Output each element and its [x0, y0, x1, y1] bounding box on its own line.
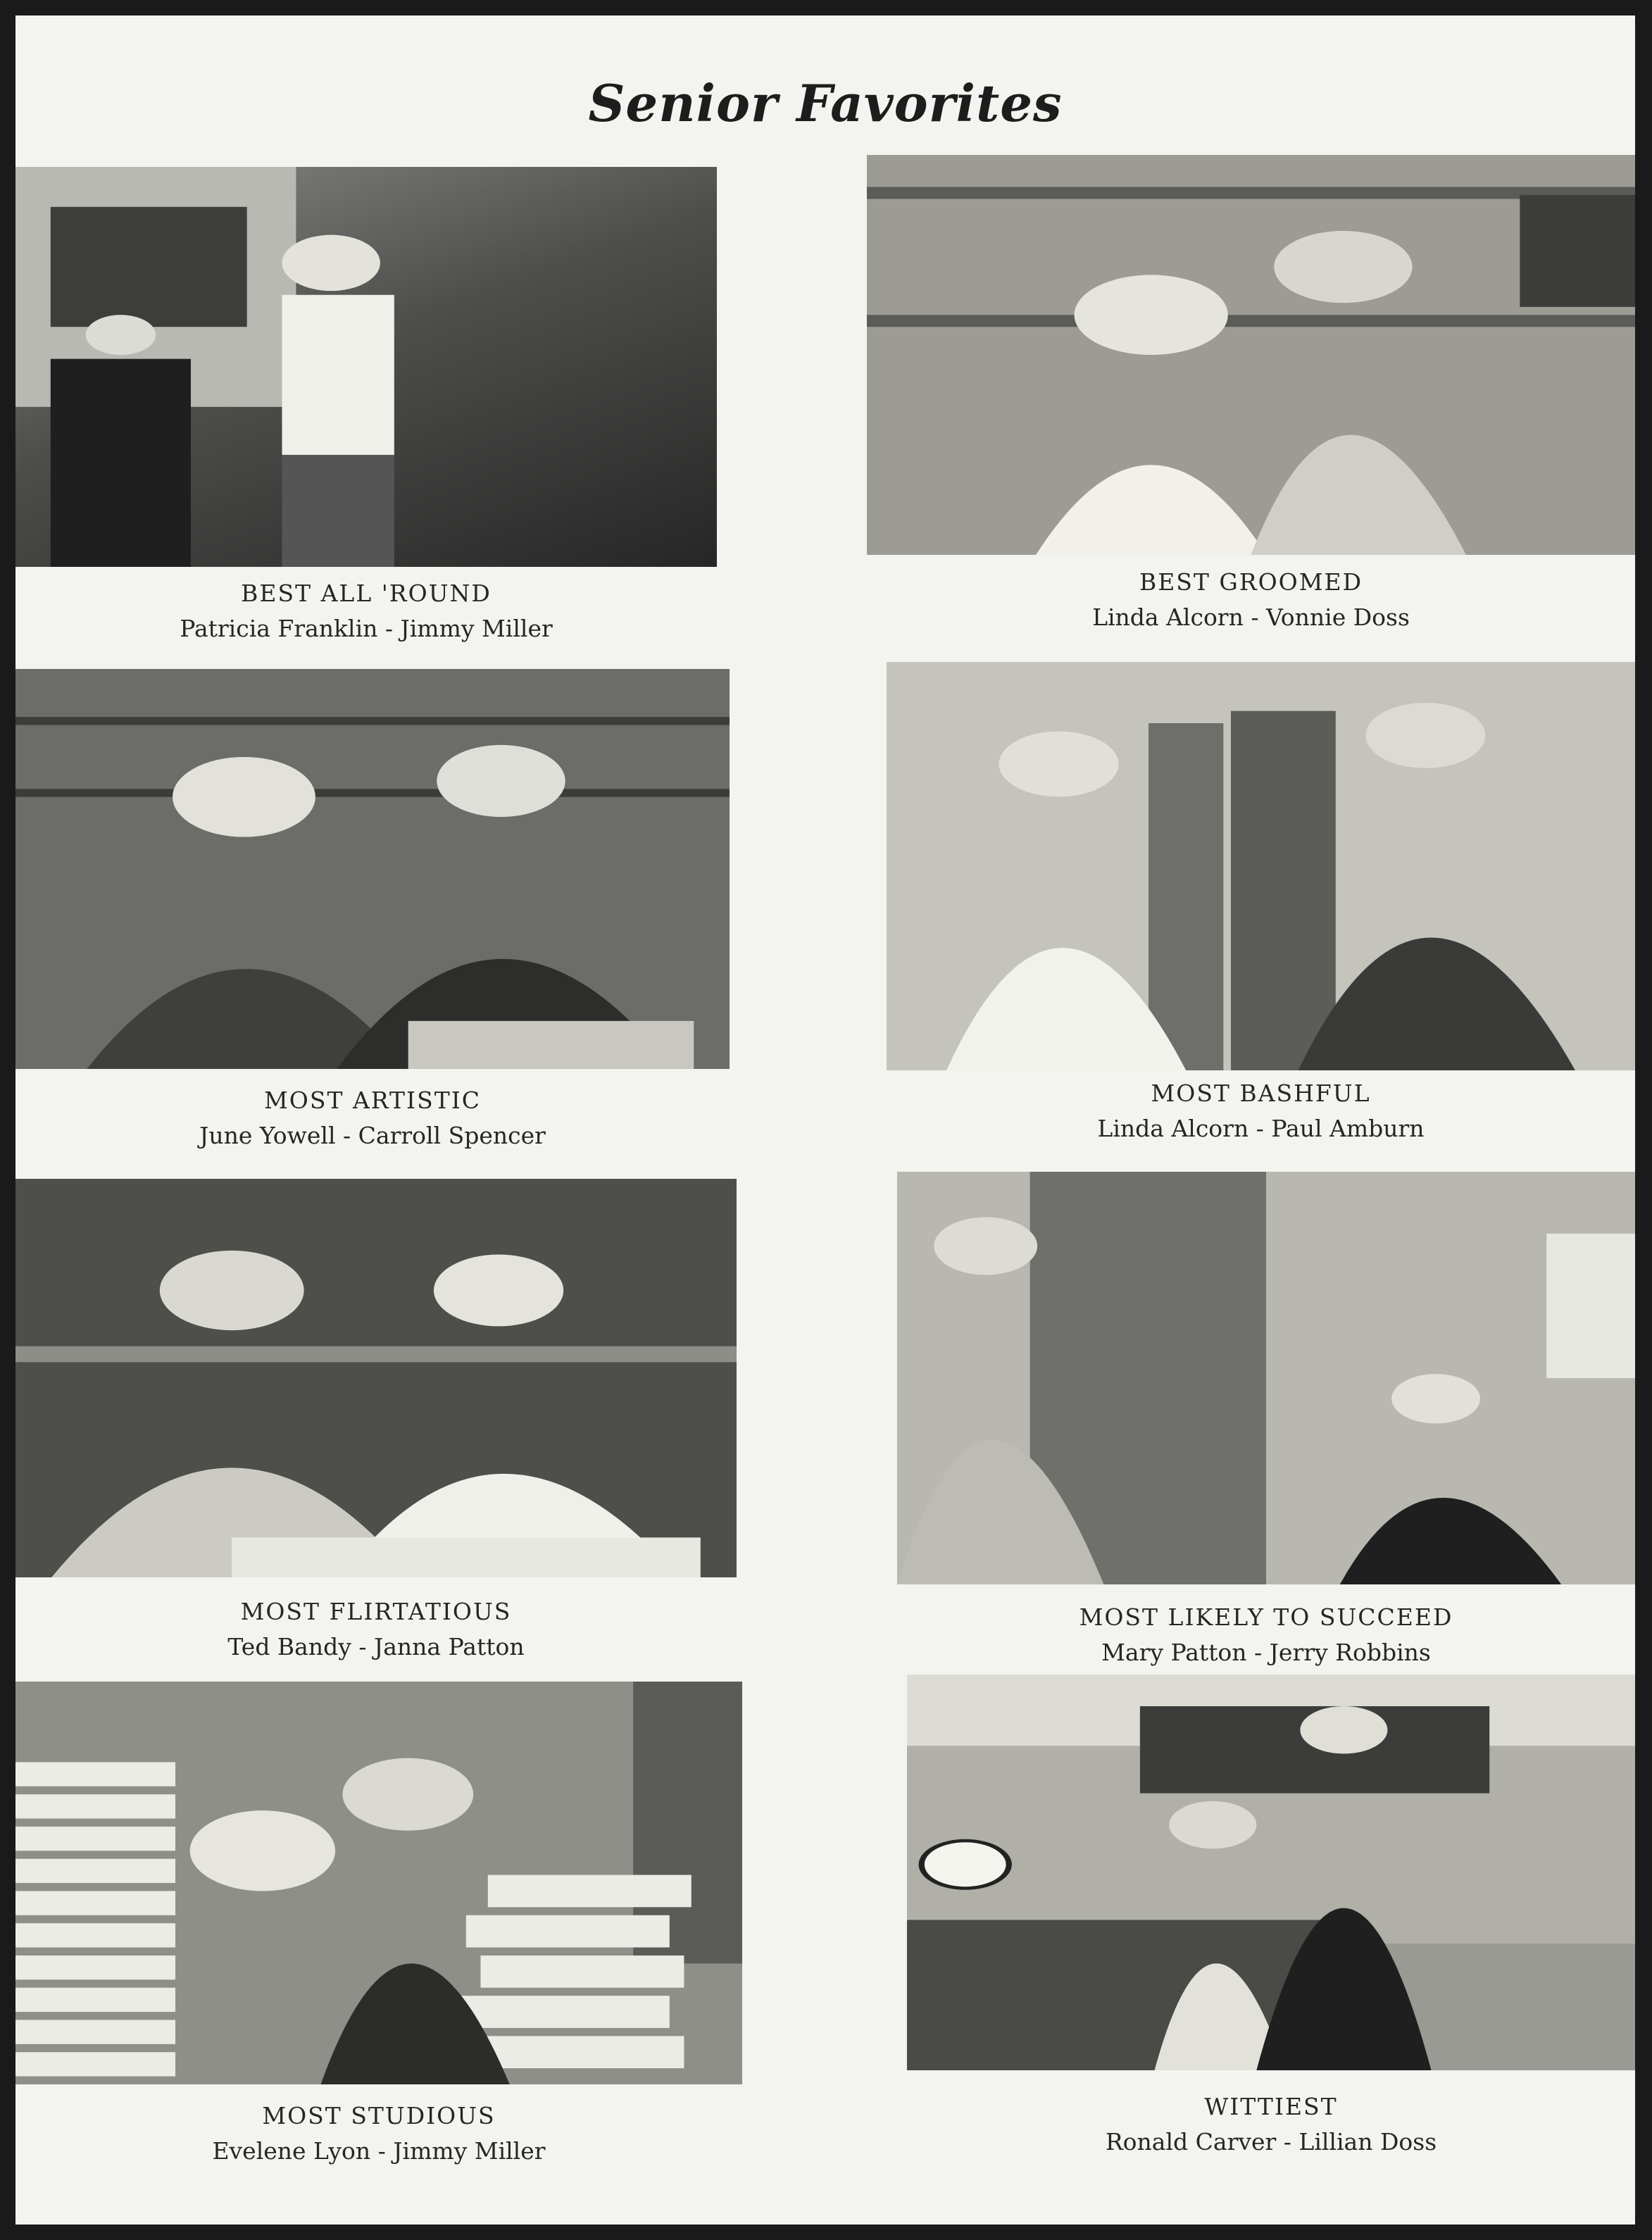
caption-most-flirtatious — [15, 1594, 737, 1665]
caption-best-all-round — [15, 576, 717, 646]
photo-most-bashful — [887, 662, 1635, 1070]
award-names: Ted Bandy - Janna Patton — [227, 1633, 525, 1660]
caption-most-bashful — [887, 1076, 1635, 1146]
caption-wittiest — [907, 2089, 1635, 2160]
award-label: MOST STUDIOUS — [262, 2102, 496, 2129]
photo-best-groomed — [867, 155, 1635, 555]
award-names: Linda Alcorn - Vonnie Doss — [1092, 603, 1410, 631]
award-names: Patricia Franklin - Jimmy Miller — [180, 615, 553, 642]
award-label: MOST FLIRTATIOUS — [240, 1598, 512, 1625]
award-label: BEST ALL 'ROUND — [241, 580, 492, 607]
caption-most-likely-to-succeed — [897, 1600, 1635, 1670]
award-label: WITTIEST — [1204, 2093, 1338, 2120]
photo-most-likely-to-succeed — [897, 1172, 1635, 1584]
yearbook-page — [15, 15, 1635, 2225]
award-label: MOST LIKELY TO SUCCEED — [1079, 1603, 1453, 1631]
photo-most-flirtatious — [15, 1179, 737, 1577]
award-label: BEST GROOMED — [1139, 568, 1363, 596]
award-names: Ronald Carver - Lillian Doss — [1105, 2128, 1437, 2155]
award-names: Mary Patton - Jerry Robbins — [1101, 1639, 1431, 1666]
award-names: Linda Alcorn - Paul Amburn — [1097, 1115, 1425, 1142]
caption-most-studious — [15, 2098, 742, 2169]
award-label: MOST ARTISTIC — [264, 1087, 481, 1114]
award-label: MOST BASHFUL — [1151, 1080, 1371, 1107]
photo-wittiest — [907, 1675, 1635, 2070]
caption-best-groomed — [867, 565, 1635, 635]
award-names: June Yowell - Carroll Spencer — [199, 1122, 546, 1149]
photo-best-all-round — [15, 167, 717, 567]
page-title: Senior Favorites — [588, 73, 1063, 133]
caption-most-artistic — [15, 1083, 730, 1153]
award-names: Evelene Lyon - Jimmy Miller — [212, 2137, 546, 2165]
photo-most-artistic — [15, 669, 730, 1069]
photo-most-studious — [15, 1682, 742, 2084]
